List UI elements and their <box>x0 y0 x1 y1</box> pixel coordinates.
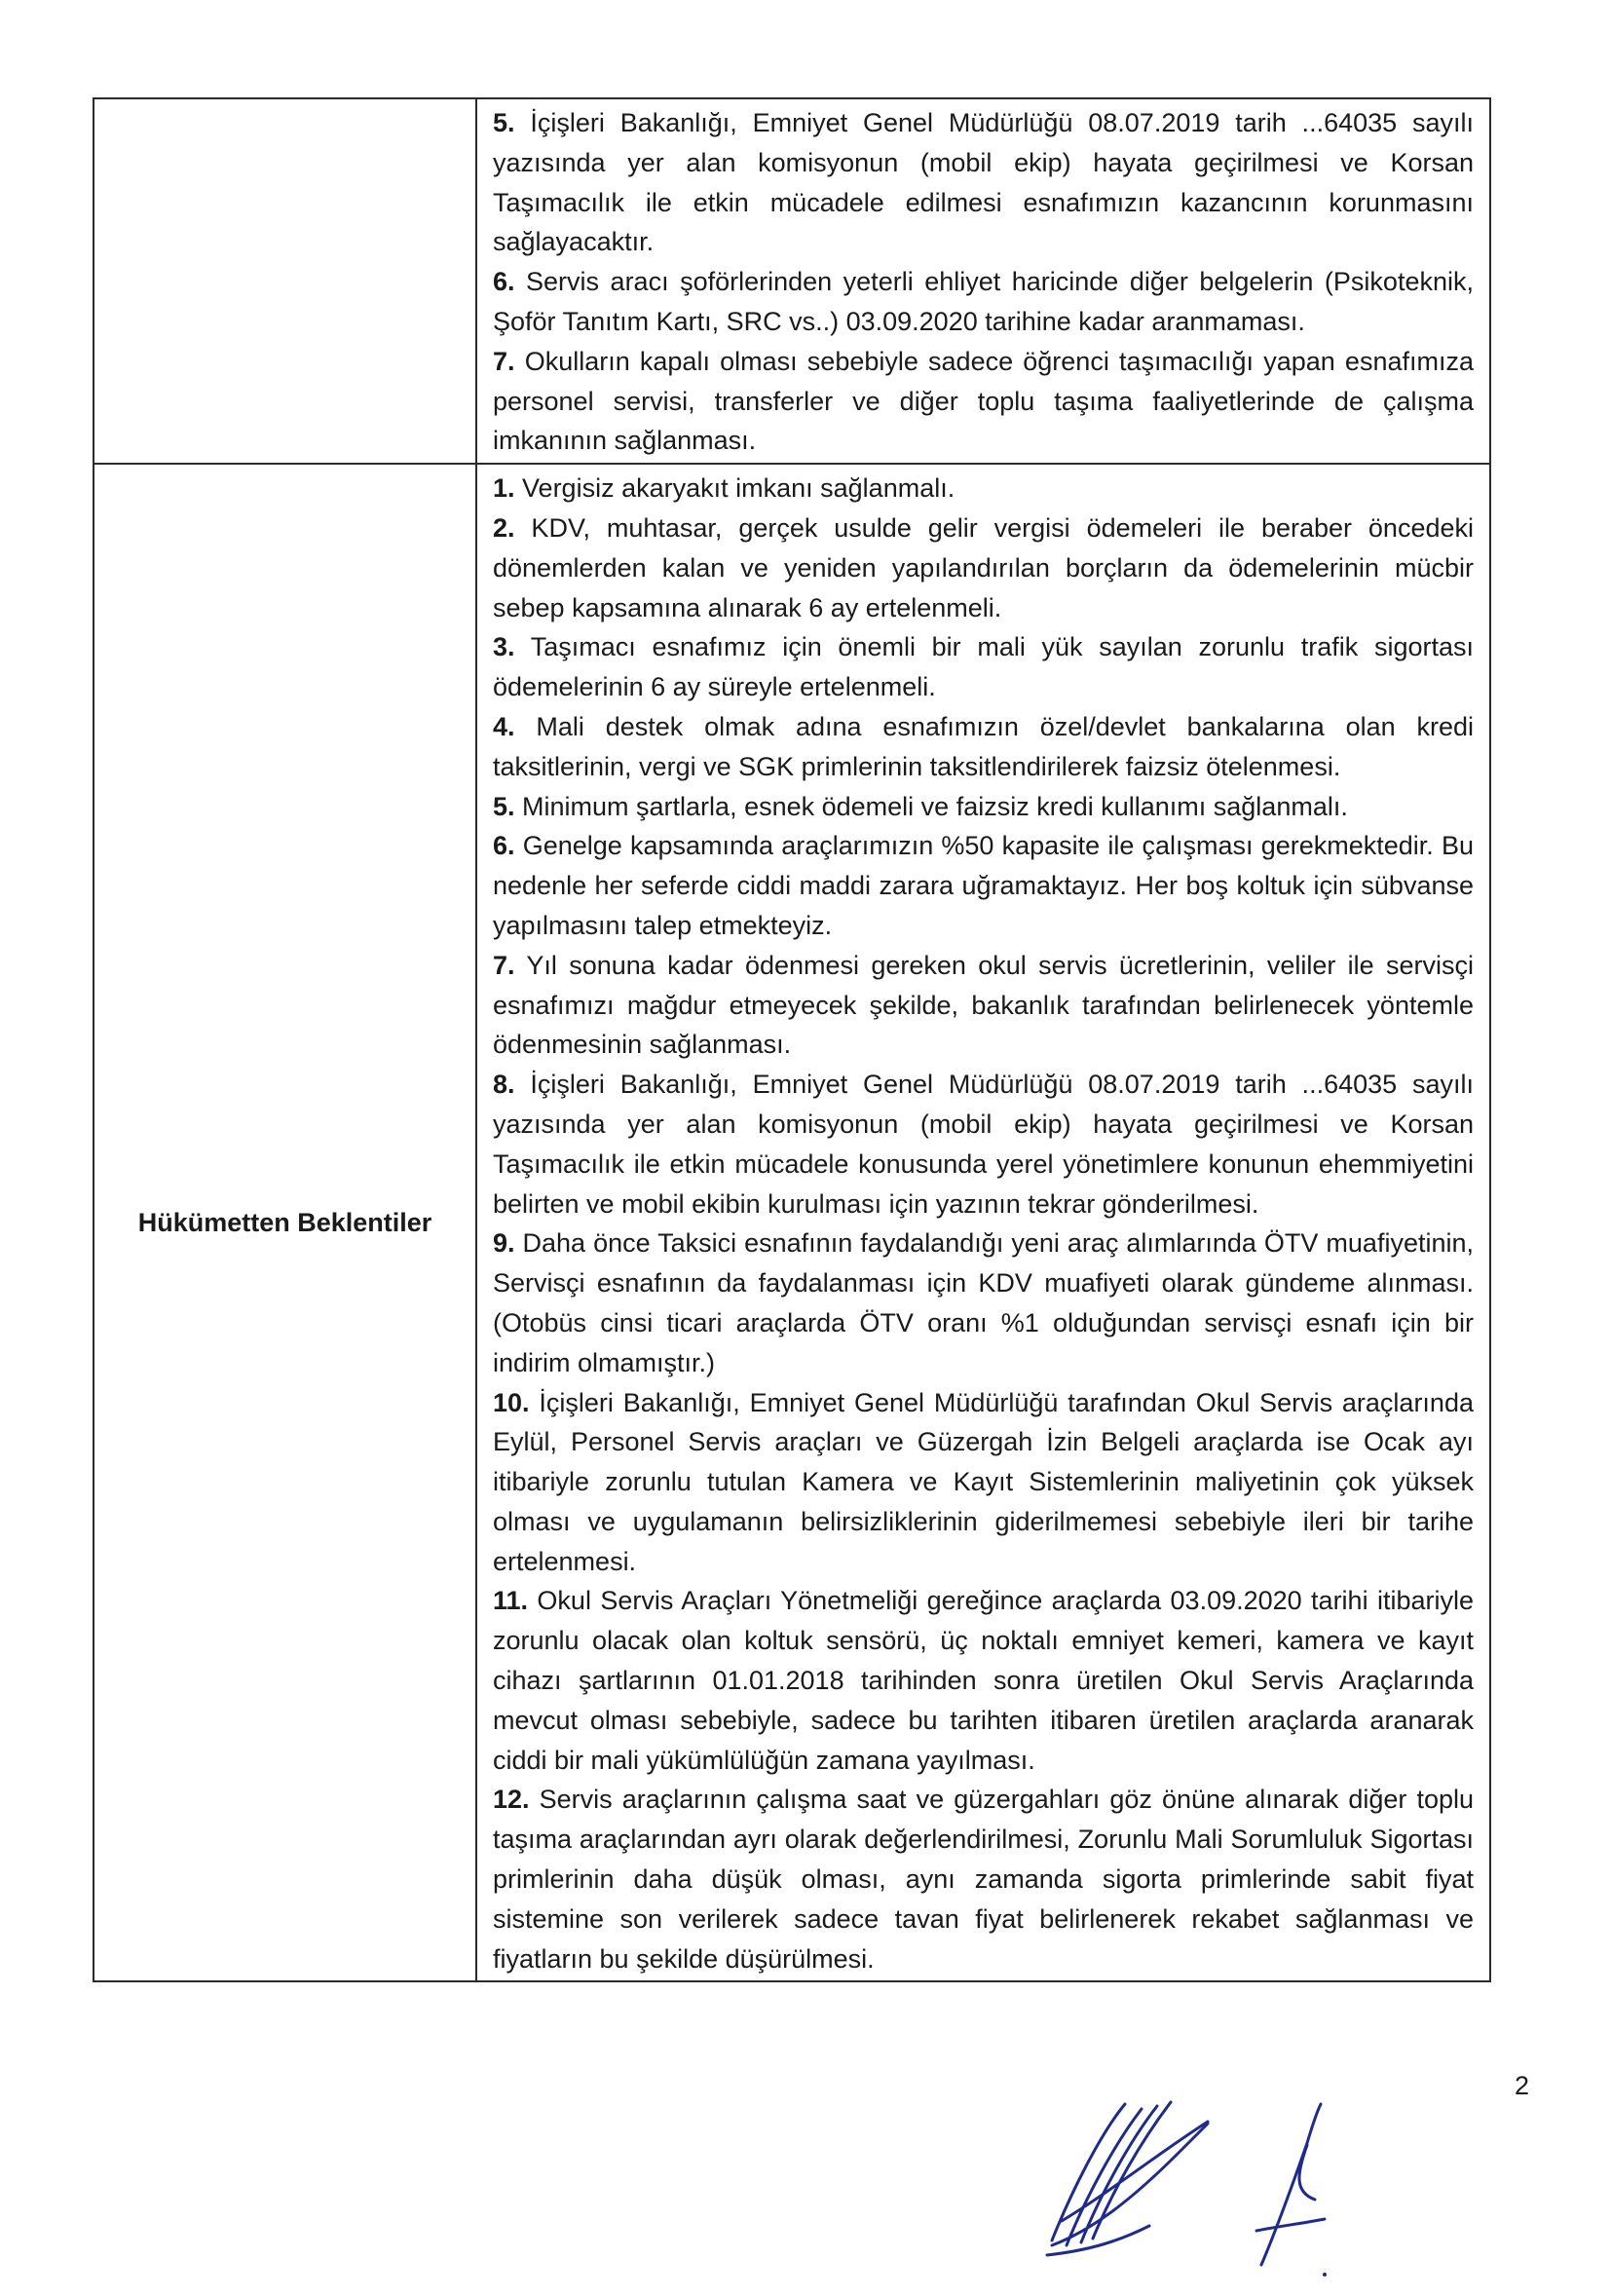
item-text: Taşımacı esnafımız için önemli bir mali yük sayılan zorunlu trafik sigortası ödemelerinin 6 ay süreyle ertelenmeli. <box>493 632 1474 702</box>
item-text: İçişleri Bakanlığı, Emniyet Genel Müdürlüğü 08.07.2019 tarih ...64035 sayılı yazısında yer alan komisyonun (mobil ekip) hayata geçirilmesi ve Korsan Taşımacılık ile etkin mücadele konusunda yerel yönetimlere konunun ehemmiyetini belirten ve mobil ekibin kurulması için yazının tekrar gönderilmesi. <box>493 1070 1474 1219</box>
item-number: 6. <box>493 831 515 861</box>
list-item <box>493 1223 1474 1382</box>
item-number: 3. <box>493 632 515 662</box>
row-content-cell <box>476 98 1490 464</box>
list-item <box>493 103 1474 262</box>
item-text: Servis aracı şoförlerinden yeterli ehliyet haricinde diğer belgelerin (Psikoteknik, Şoför Tanıtım Kartı, SRC vs..) 03.09.2020 tarihine kadar aranmaması. <box>493 267 1474 336</box>
item-text: Okul Servis Araçları Yönetmeliği gereğince araçlarda 03.09.2020 tarihi itibariyle zorunlu olacak olan koltuk sensörü, üç noktalı emniyet kemeri, kamera ve kayıt cihazı şartlarının 01.01.2018 tarihinden sonra üretilen Okul Servis Araçlarında mevcut olması sebebiyle, sadece bu tarihten itibaren üretilen araçlarda aranarak ciddi bir mali yükümlülüğün zamana yayılması. <box>493 1586 1474 1775</box>
item-text: Yıl sonuna kadar ödenmesi gereken okul servis ücretlerinin, veliler ile servisçi esnafımızı mağdur etmeyecek şekilde, bakanlık tarafından belirlenecek yöntemle ödenmesinin sağlanması. <box>493 950 1474 1060</box>
item-number: 8. <box>493 1070 515 1100</box>
item-text: Minimum şartlarla, esnek ödemeli ve faizsiz kredi kullanımı sağlanmalı. <box>514 791 1348 821</box>
item-number: 1. <box>493 473 515 504</box>
item-number: 12. <box>493 1785 530 1815</box>
list-item <box>493 787 1474 827</box>
item-text: KDV, muhtasar, gerçek usulde gelir vergisi ödemeleri ile beraber öncedeki dönemlerden kalan ve yeniden yapılandırılan borçların da ödemelerinin mücbir sebep kapsamına alınarak 6 ay ertelenmeli. <box>493 512 1474 622</box>
item-number: 7. <box>493 346 515 376</box>
item-number: 7. <box>493 950 515 980</box>
item-number: 9. <box>493 1228 515 1259</box>
list-item <box>493 508 1474 627</box>
item-text: Mali destek olmak adına esnafımızın özel/devlet bankalarına olan kredi taksitlerinin, vergi ve SGK primlerinin taksitlendirilerek faizsiz ötelenmesi. <box>493 711 1474 781</box>
row-label-cell <box>94 98 476 464</box>
item-number: 5. <box>493 791 515 821</box>
item-text: Genelge kapsamında araçlarımızın %50 kapasite ile çalışması gerekmektedir. Bu nedenle her seferde ciddi maddi zarara uğramaktayız. Her boş koltuk için sübvanse yapılmasını talep etmekteyiz. <box>493 831 1474 940</box>
list-item <box>493 1065 1474 1223</box>
signature-image <box>1032 2085 1442 2279</box>
document-table <box>93 97 1491 1982</box>
item-number: 11. <box>493 1586 529 1616</box>
table-row <box>94 98 1490 464</box>
list-item <box>493 627 1474 707</box>
list-item <box>493 342 1474 461</box>
item-number: 10. <box>493 1387 530 1417</box>
row-content-cell <box>476 464 1490 1981</box>
item-text: İçişleri Bakanlığı, Emniyet Genel Müdürlüğü tarafından Okul Servis araçlarında Eylül, Personel Servis araçları ve Güzergah İzin Belgeli araçlarda ise Ocak ayı itibariyle zorunlu tutulan Kamera ve Kayıt Sistemlerinin maliyetinin çok yüksek olması ve uygulamanın belirsizliklerinin giderilmemesi sebebiyle ileri bir tarihe ertelenmesi. <box>493 1387 1474 1576</box>
table-row <box>94 464 1490 1981</box>
list-item <box>493 1383 1474 1582</box>
item-number: 6. <box>493 267 515 297</box>
item-text: Vergisiz akaryakıt imkanı sağlanmalı. <box>514 473 955 504</box>
list-item <box>493 262 1474 342</box>
page-number: 2 <box>1514 2071 1529 2100</box>
list-item <box>493 469 1474 508</box>
item-text: İçişleri Bakanlığı, Emniyet Genel Müdürlüğü 08.07.2019 tarih ...64035 sayılı yazısında yer alan komisyonun (mobil ekip) hayata geçirilmesi ve Korsan Taşımacılık ile etkin mücadele edilmesi esnafımızın kazancının korunmasını sağlayacaktır. <box>493 108 1474 257</box>
list-item <box>493 826 1474 945</box>
item-text: Daha önce Taksici esnafının faydalandığı yeni araç alımlarında ÖTV muafiyetinin, Servisçi esnafının da faydalanması için KDV muafiyeti olarak gündeme alınması. (Otobüs cinsi ticari araçlarda ÖTV oranı %1 olduğundan servisçi esnafı için bir indirim olmamıştır.) <box>493 1228 1474 1377</box>
row-label-cell: Hükümetten Beklentiler <box>94 464 476 1981</box>
list-item <box>493 1780 1474 1978</box>
item-number: 2. <box>493 512 515 543</box>
list-item <box>493 707 1474 787</box>
list-item <box>493 946 1474 1065</box>
item-number: 5. <box>493 108 515 137</box>
item-text: Okulların kapalı olması sebebiyle sadece öğrenci taşımacılığı yapan esnafımıza personel servisi, transferler ve diğer toplu taşıma faaliyetlerinde de çalışma imkanının sağlanması. <box>493 346 1474 456</box>
list-item <box>493 1581 1474 1780</box>
item-text: Servis araçlarının çalışma saat ve güzergahları göz önüne alınarak diğer toplu taşıma araçlarından ayrı olarak değerlendirilmesi, Zorunlu Mali Sorumluluk Sigortası primlerinin daha düşük olması, aynı zamanda sigorta primlerinde sabit fiyat sistemine son verilerek sadece tavan fiyat belirlenerek rekabet sağlanması ve fiyatların bu şekilde düşürülmesi. <box>493 1785 1474 1974</box>
item-number: 4. <box>493 711 515 741</box>
document-table-body <box>94 98 1490 1981</box>
